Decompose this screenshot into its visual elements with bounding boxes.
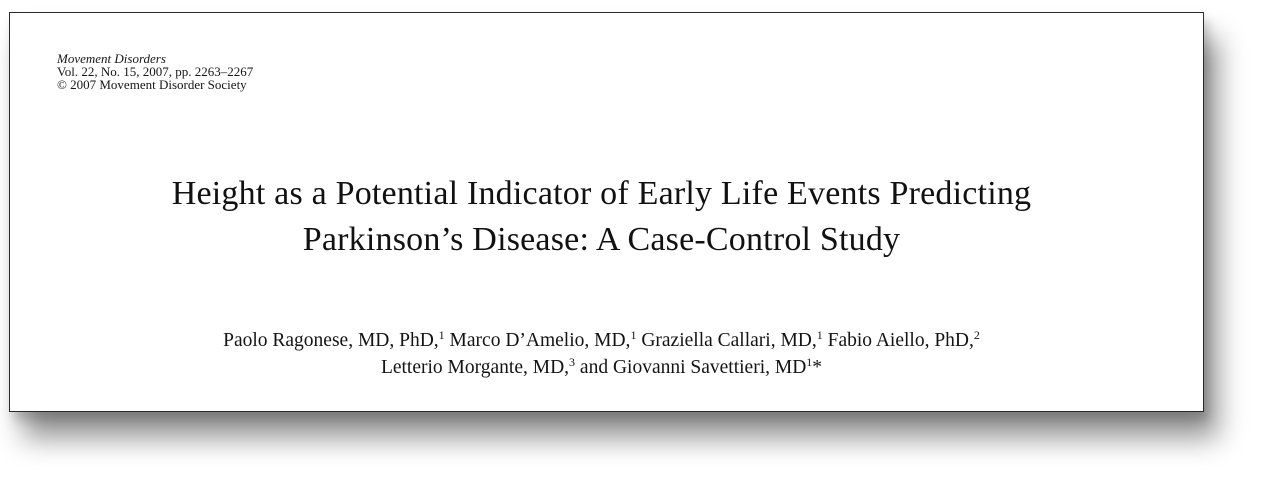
author-name: Paolo Ragonese, MD, PhD, [223,330,439,351]
author-name: Marco D’Amelio, MD, [449,330,631,351]
author-line-2 [10,354,1193,381]
article-title [10,171,1193,263]
affiliation-marker: 1 [630,328,637,342]
affiliation-marker: 1 [816,328,823,342]
journal-info [57,52,253,91]
affiliation-marker: 1 [438,328,445,342]
affiliation-marker: 2 [973,328,980,342]
paper-header-card [9,12,1204,412]
author-name: Letterio Morgante, MD, [380,357,570,378]
author-name: Fabio Aiello, PhD, [827,330,974,351]
article-title-line-2: Parkinson’s Disease: A Case-Control Study [302,221,901,258]
affiliation-marker: 1 [806,355,813,369]
author-line-1 [10,327,1193,354]
article-title-line-1: Height as a Potential Indicator of Early Life Events Predicting [171,175,1032,212]
journal-copyright: © 2007 Movement Disorder Society [57,77,247,92]
journal-name: Movement Disorders [57,51,166,66]
author-name: Graziella Callari, MD, [641,330,817,351]
author-name: and Giovanni Savettieri, MD [579,357,807,378]
corresponding-author-marker: * [812,357,823,378]
affiliation-marker: 3 [569,355,576,369]
author-list [10,327,1193,381]
journal-volume: Vol. 22, No. 15, 2007, pp. 2263–2267 [57,64,254,79]
